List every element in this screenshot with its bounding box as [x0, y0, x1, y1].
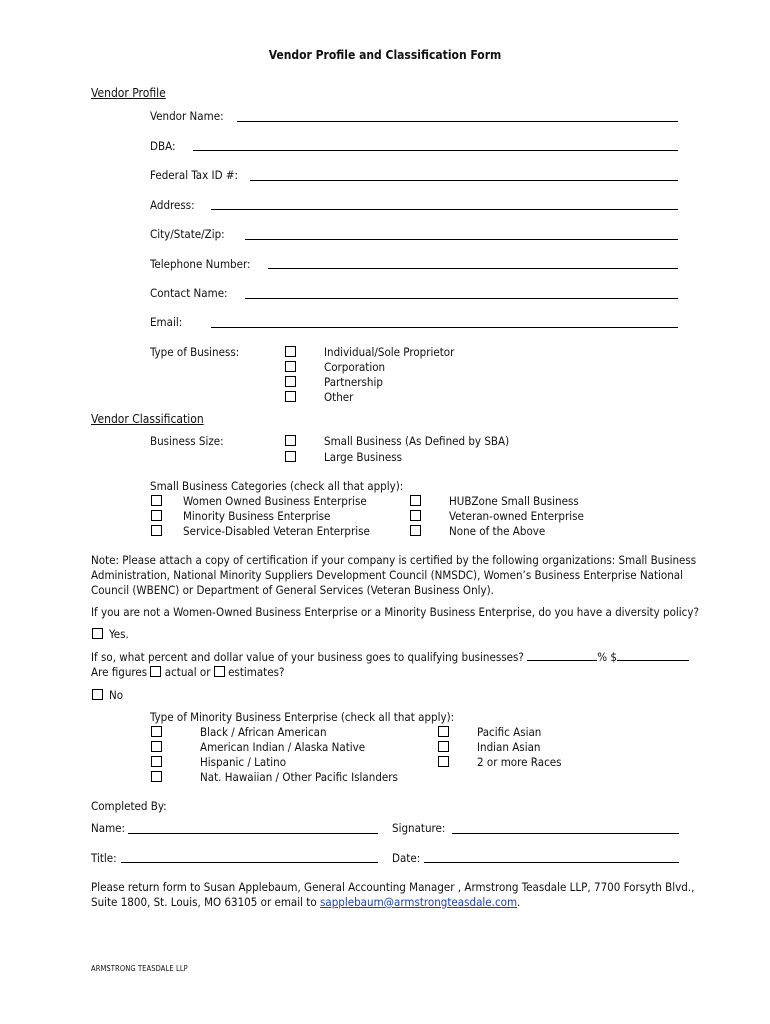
estimates-checkbox[interactable] — [214, 666, 225, 677]
veteran-owned-checkbox[interactable] — [410, 510, 421, 521]
dba-label: DBA: — [150, 139, 176, 153]
indian-asian-checkbox[interactable] — [438, 741, 449, 752]
individual-option: Individual/Sole Proprietor — [324, 345, 455, 359]
city-state-zip-label: City/State/Zip: — [150, 227, 225, 241]
other-option: Other — [324, 390, 354, 404]
vendor-profile-heading: Vendor Profile — [91, 86, 166, 100]
small-business-categories-label: Small Business Categories (check all that apply): — [150, 479, 404, 493]
note-line-3: Council (WBENC) or Department of General Services (Veteran Business Only). — [91, 583, 494, 597]
contact-name-line[interactable] — [245, 298, 678, 299]
return-line-2-prefix: Suite 1800, St. Louis, MO 63105 or email to — [91, 895, 320, 909]
corporation-checkbox[interactable] — [285, 361, 296, 372]
email-line[interactable] — [211, 327, 678, 328]
note-line-2: Administration, National Minority Suppliers Development Council (NMSDC), Women’s Business Enterprise National — [91, 568, 684, 582]
dollar-blank[interactable] — [617, 650, 689, 661]
pacific-asian-option: Pacific Asian — [477, 725, 542, 739]
dollar-sign: $ — [610, 650, 617, 664]
american-indian-option: American Indian / Alaska Native — [200, 740, 366, 754]
vendor-name-label: Vendor Name: — [150, 109, 224, 123]
vendor-name-line[interactable] — [237, 121, 678, 122]
date-line[interactable] — [424, 862, 679, 863]
veteran-owned-option: Veteran-owned Enterprise — [449, 509, 584, 523]
actual-checkbox[interactable] — [150, 666, 161, 677]
percent-sign: % — [597, 650, 608, 664]
nat-hawaiian-checkbox[interactable] — [151, 771, 162, 782]
federal-tax-id-label: Federal Tax ID #: — [150, 168, 238, 182]
name-label: Name: — [91, 821, 126, 835]
completed-by-heading: Completed By: — [91, 799, 167, 813]
address-line[interactable] — [211, 209, 678, 210]
address-label: Address: — [150, 198, 195, 212]
large-business-option: Large Business — [324, 450, 403, 464]
indian-asian-option: Indian Asian — [477, 740, 541, 754]
service-disabled-checkbox[interactable] — [151, 525, 162, 536]
estimates-label: estimates? — [228, 665, 285, 679]
contact-name-label: Contact Name: — [150, 286, 228, 300]
none-of-above-option: None of the Above — [449, 524, 546, 538]
city-state-zip-line[interactable] — [245, 239, 678, 240]
minority-business-checkbox[interactable] — [151, 510, 162, 521]
diversity-question: If you are not a Women-Owned Business Enterprise or a Minority Business Enterprise, do you have a diversity policy? — [91, 605, 699, 619]
two-or-more-races-checkbox[interactable] — [438, 756, 449, 767]
percent-blank[interactable] — [527, 650, 597, 661]
small-business-option: Small Business (As Defined by SBA) — [324, 434, 510, 448]
federal-tax-id-line[interactable] — [250, 180, 678, 181]
hispanic-latino-option: Hispanic / Latino — [200, 755, 287, 769]
return-line-2-suffix: . — [517, 895, 521, 909]
hubzone-checkbox[interactable] — [410, 495, 421, 506]
small-business-checkbox[interactable] — [285, 435, 296, 446]
two-or-more-races-option: 2 or more Races — [477, 755, 562, 769]
black-african-american-option: Black / African American — [200, 725, 327, 739]
telephone-label: Telephone Number: — [150, 257, 251, 271]
nat-hawaiian-option: Nat. Hawaiian / Other Pacific Islanders — [200, 770, 398, 784]
percent-question-row — [91, 650, 689, 664]
email-label: Email: — [150, 315, 183, 329]
partnership-checkbox[interactable] — [285, 376, 296, 387]
percent-question: If so, what percent and dollar value of your business goes to qualifying businesses? — [91, 650, 524, 664]
return-line-1: Please return form to Susan Applebaum, General Accounting Manager , Armstrong Teasdale LLP, 7700 Forsyth Blvd., — [91, 880, 695, 894]
title-label: Title: — [91, 851, 117, 865]
diversity-yes-checkbox[interactable] — [92, 628, 103, 639]
name-line[interactable] — [128, 833, 378, 834]
individual-checkbox[interactable] — [285, 346, 296, 357]
page-title: Vendor Profile and Classification Form — [268, 48, 502, 62]
return-email-link[interactable]: sapplebaum@armstrongteasdale.com — [319, 895, 518, 909]
business-size-label: Business Size: — [150, 434, 224, 448]
service-disabled-option: Service-Disabled Veteran Enterprise — [183, 524, 370, 538]
type-of-business-label: Type of Business: — [150, 345, 240, 359]
return-line-2 — [91, 895, 520, 909]
diversity-no-label: No — [109, 688, 124, 702]
none-of-above-checkbox[interactable] — [410, 525, 421, 536]
title-line[interactable] — [121, 862, 378, 863]
dba-line[interactable] — [193, 150, 678, 151]
figures-row — [91, 665, 284, 679]
note-line-1: Note: Please attach a copy of certification if your company is certified by the following organizations: Small Business — [91, 553, 697, 567]
footer-company: ARMSTRONG TEASDALE LLP — [91, 964, 188, 973]
vendor-classification-heading: Vendor Classification — [91, 412, 204, 426]
minority-type-label: Type of Minority Business Enterprise (check all that apply): — [150, 710, 455, 724]
minority-business-option: Minority Business Enterprise — [183, 509, 331, 523]
telephone-line[interactable] — [268, 268, 678, 269]
diversity-no-checkbox[interactable] — [92, 689, 103, 700]
large-business-checkbox[interactable] — [285, 451, 296, 462]
actual-label: actual or — [164, 665, 211, 679]
women-owned-checkbox[interactable] — [151, 495, 162, 506]
other-checkbox[interactable] — [285, 391, 296, 402]
signature-line[interactable] — [452, 833, 679, 834]
black-african-american-checkbox[interactable] — [151, 726, 162, 737]
pacific-asian-checkbox[interactable] — [438, 726, 449, 737]
date-label: Date: — [392, 851, 421, 865]
american-indian-checkbox[interactable] — [151, 741, 162, 752]
figures-prefix: Are figures — [91, 665, 148, 679]
hubzone-option: HUBZone Small Business — [449, 494, 579, 508]
hispanic-latino-checkbox[interactable] — [151, 756, 162, 767]
partnership-option: Partnership — [324, 375, 383, 389]
diversity-yes-label: Yes. — [109, 627, 129, 641]
women-owned-option: Women Owned Business Enterprise — [183, 494, 367, 508]
signature-label: Signature: — [392, 821, 446, 835]
corporation-option: Corporation — [324, 360, 386, 374]
